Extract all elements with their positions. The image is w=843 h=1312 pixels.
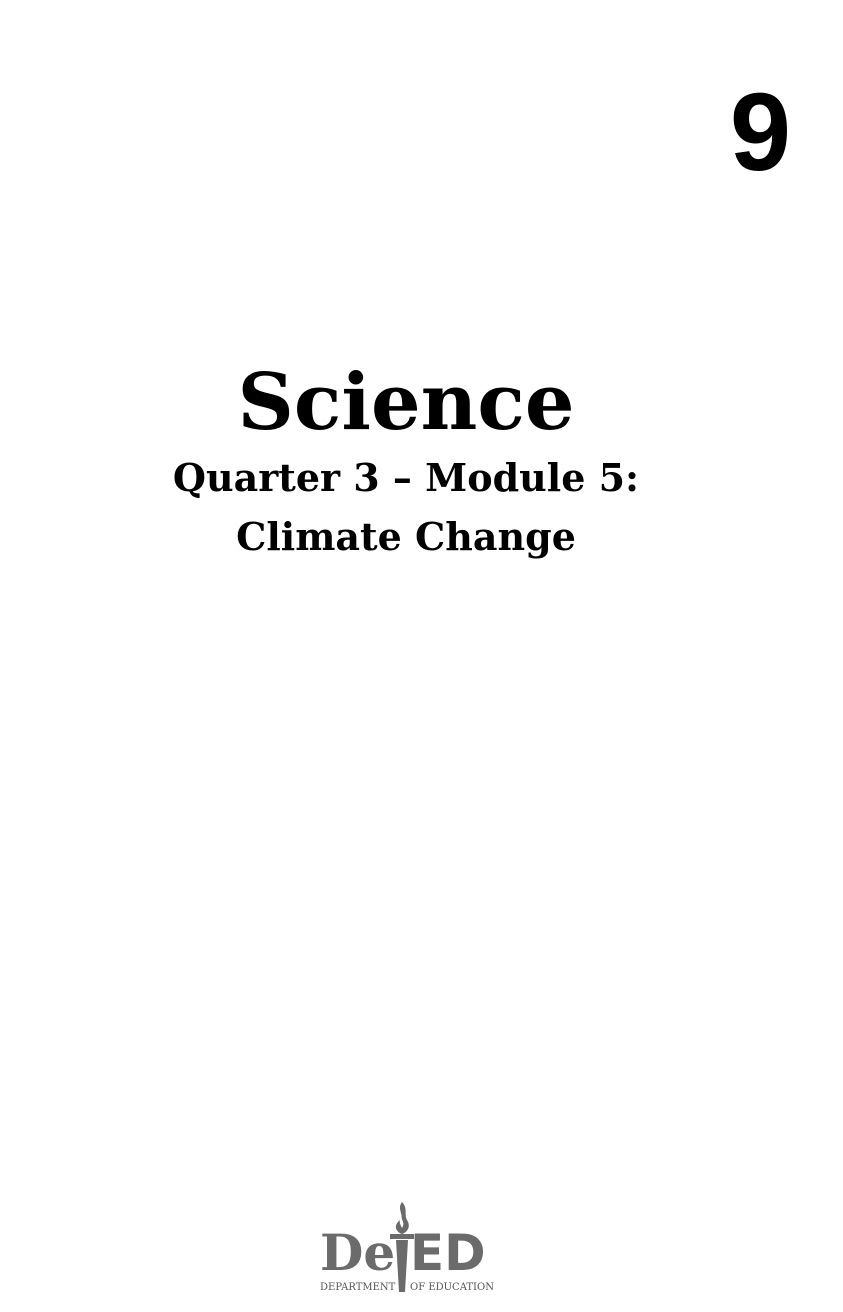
topic-title: Climate Change xyxy=(236,513,576,559)
subject-title: Science xyxy=(237,357,575,448)
grade-number: 9 xyxy=(729,71,791,194)
title-block xyxy=(0,357,812,564)
logo-tagline-right: OF EDUCATION xyxy=(410,1282,494,1293)
deped-logo xyxy=(318,1200,494,1296)
logo-tagline-left: DEPARTMENT xyxy=(320,1282,396,1293)
quarter-module-label: Quarter 3 – Module 5: xyxy=(172,454,640,500)
deped-torch-logo-icon xyxy=(318,1200,494,1296)
logo-wordmark-right: ED xyxy=(410,1224,486,1282)
logo-wordmark-left: De xyxy=(320,1223,396,1282)
